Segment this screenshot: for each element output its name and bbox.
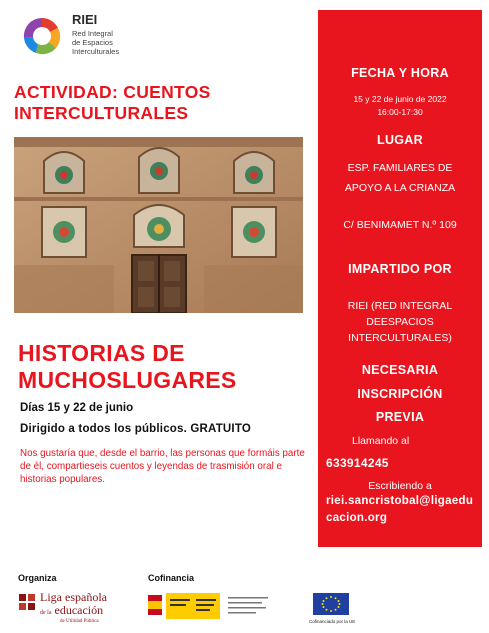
taught-heading: IMPARTIDO POR [348, 262, 452, 276]
write-label: Escribiendo a [368, 480, 432, 492]
org-short-name: RIEI [72, 12, 98, 27]
eu-flag-icon [313, 593, 349, 615]
registration-line3: PREVIA [375, 410, 425, 424]
registration-line1: NECESARIA [361, 363, 439, 377]
cofinancia-label: Cofinancia [148, 573, 195, 583]
place-heading: LUGAR [377, 133, 423, 147]
spain-government-logo-icon [148, 593, 296, 619]
email-line1[interactable]: riei.sancristobal@ligaedu [326, 495, 474, 507]
eu-caption: Cofinanciado por la UE [309, 619, 356, 624]
phone-number[interactable]: 633914245 [326, 456, 389, 470]
liga-line2: educación [54, 603, 104, 617]
org-name-line3: Interculturales [72, 47, 120, 56]
place-address: C/ BENIMAMET N.º 109 [343, 219, 457, 231]
activity-title-line2: INTERCULTURALES [14, 103, 189, 123]
event-title [18, 340, 308, 394]
date-value: 15 y 22 de junio de 2022 [353, 94, 447, 104]
registration-line2: INSCRIPCIÓN [357, 387, 443, 401]
event-audience: Dirigido a todos los públicos. GRATUITO [20, 423, 251, 435]
time-value: 16:00-17:30 [377, 107, 423, 117]
info-sidebar [318, 10, 482, 547]
organiza-label: Organiza [18, 573, 57, 583]
event-title-line1: HISTORIAS DE [18, 340, 185, 366]
taught-line1: RIEI (RED INTEGRAL [347, 300, 453, 312]
liga-logo-icon [18, 593, 38, 611]
org-name-line2: de Espacios [72, 38, 113, 47]
event-days: Días 15 y 22 de junio [20, 402, 134, 414]
activity-title-line1: ACTIVIDAD: CUENTOS [14, 82, 211, 102]
liga-line1: Liga española [40, 590, 107, 604]
org-name-line1: Red Integral [72, 29, 113, 38]
taught-line3: INTERCULTURALES) [348, 332, 452, 344]
activity-title [14, 82, 299, 124]
org-full-name [72, 29, 162, 56]
liga-de: de la [40, 610, 52, 616]
call-label: Llamando al [352, 435, 410, 447]
date-heading: FECHA Y HORA [351, 66, 449, 80]
place-line1: ESP. FAMILIARES DE [347, 162, 453, 174]
facade-photo [14, 137, 303, 313]
event-title-line2: MUCHOSLUGARES [18, 367, 237, 393]
liga-logo-text [40, 591, 107, 625]
riei-logo-icon [22, 16, 62, 56]
event-description: Nos gustaría que, desde el barrio, las personas que formáis parte de él, compartieseis cuentos y leyendas de trasmisión oral e historias populares. [20, 448, 305, 485]
liga-line3: de Utilidad Pública [60, 619, 99, 624]
place-line2: APOYO A LA CRIANZA [344, 182, 456, 194]
email-line2[interactable]: cacion.org [326, 512, 388, 524]
taught-line2: DEESPACIOS [366, 316, 434, 328]
